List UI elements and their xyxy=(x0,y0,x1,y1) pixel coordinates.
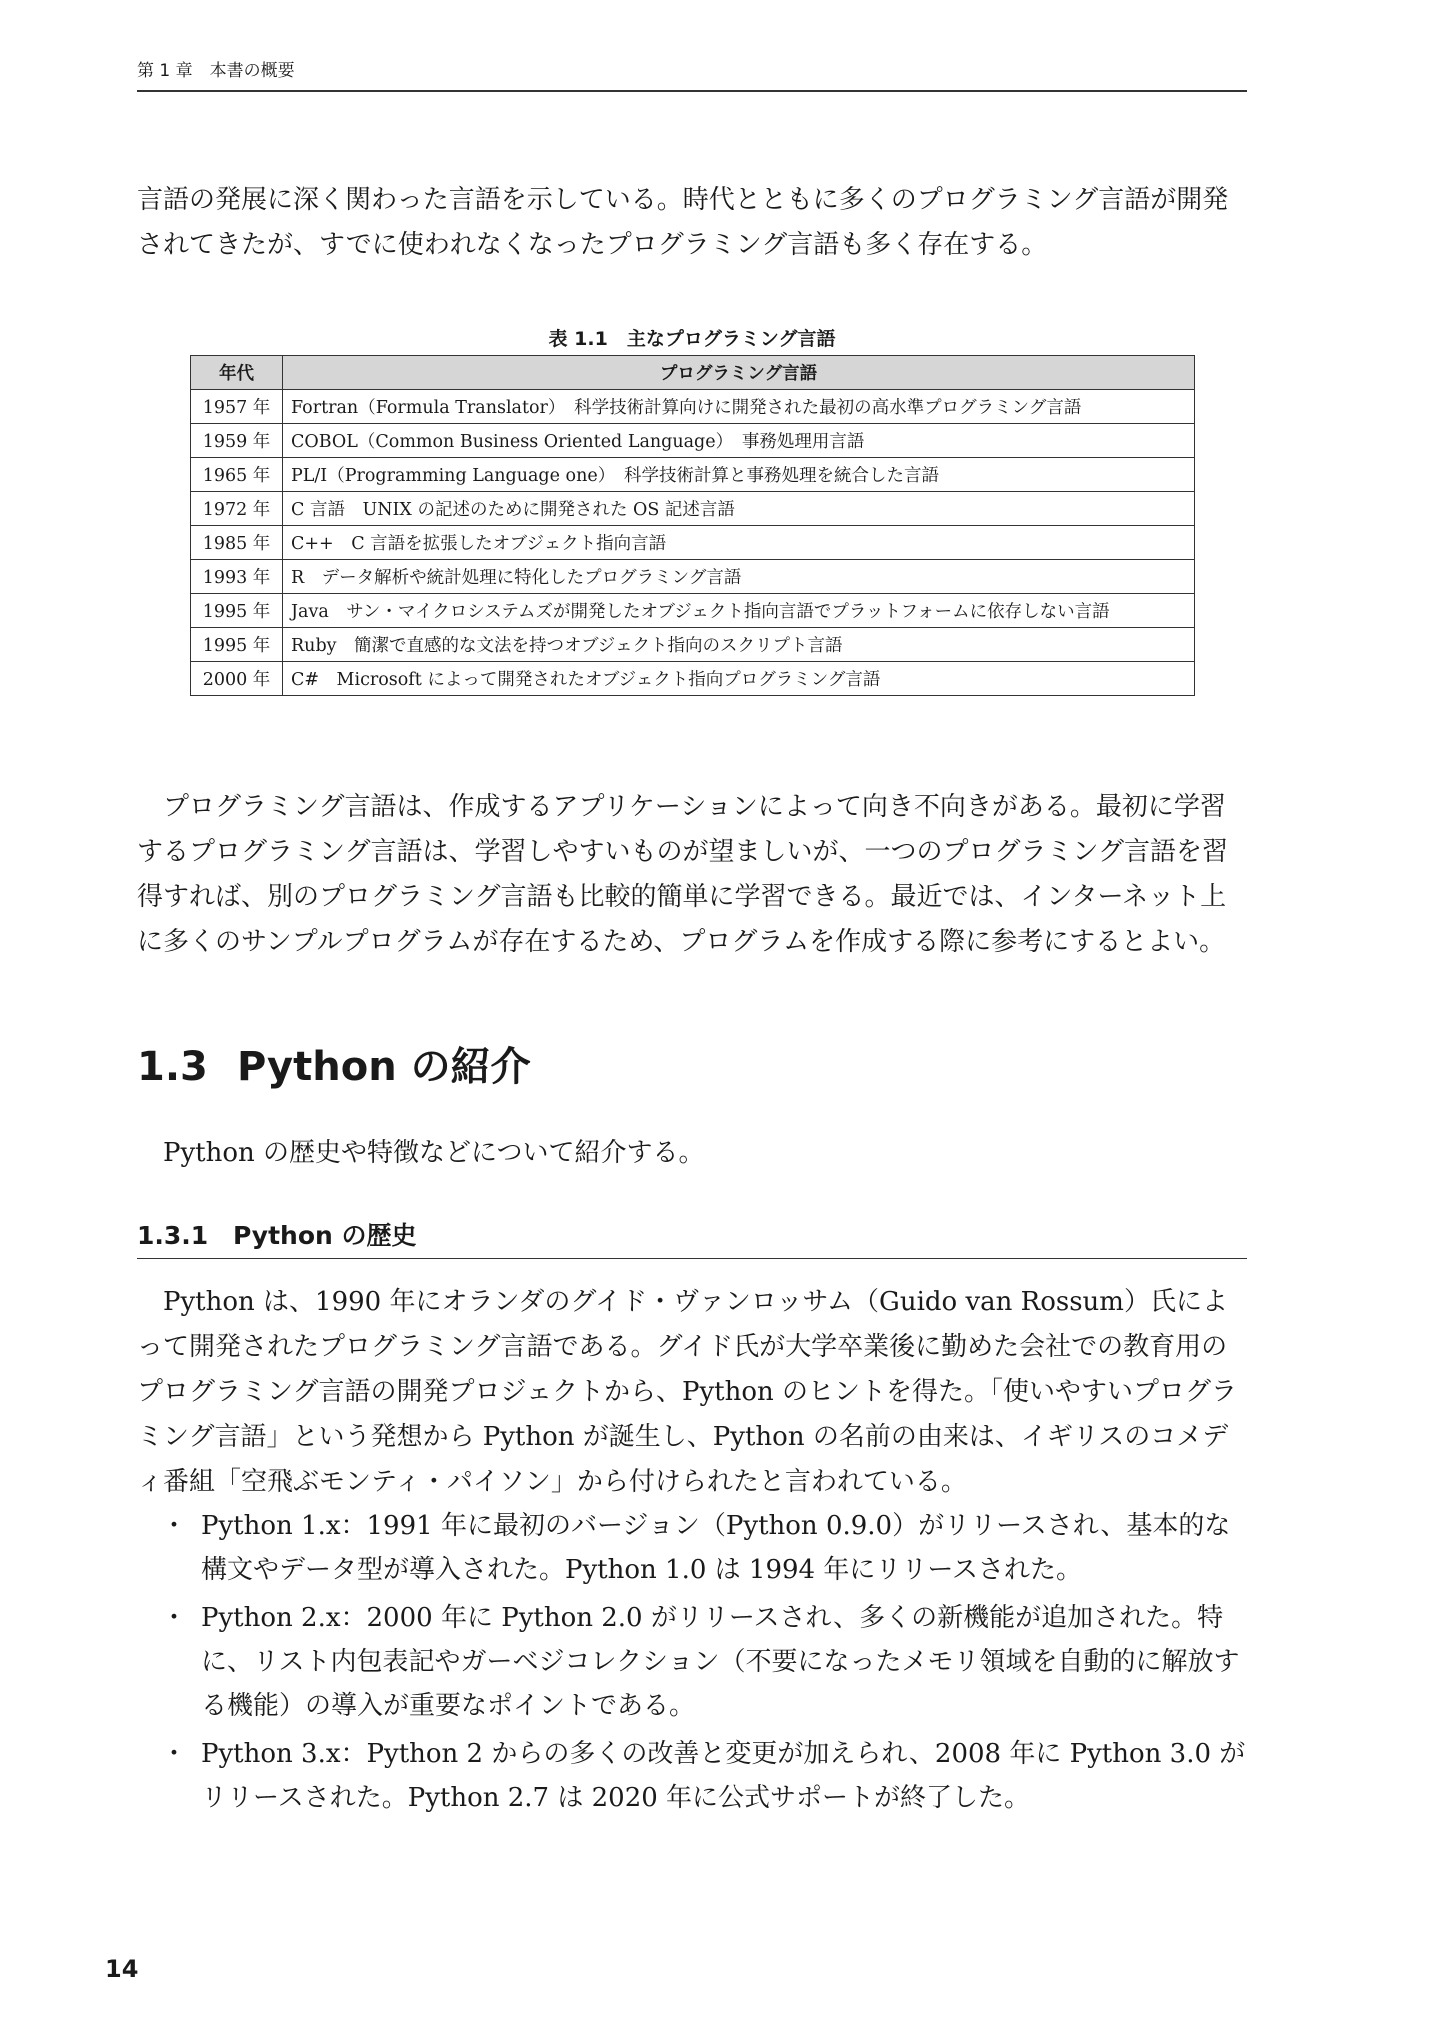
table-row xyxy=(191,492,1195,526)
language-cell: C++ C 言語を拡張したオブジェクト指向言語 xyxy=(283,526,1195,560)
header-year: 年代 xyxy=(191,356,283,390)
list-item-text: Python 3.x：Python 2 からの多くの改善と変更が加えられ、2008 年に Python 3.0 がリリースされた。Python 2.7 は 2020 年に公式サポートが終了した。 xyxy=(201,1739,1246,1813)
table-caption: 表 1.1 主なプログラミング言語 xyxy=(548,328,836,350)
bullet-marker: ・ xyxy=(161,1739,188,1769)
subsection-number: 1.3.1 xyxy=(137,1221,209,1250)
year-cell: 2000 年 xyxy=(191,662,283,696)
subsection-title: Python の歴史 xyxy=(233,1221,417,1250)
page-number: 14 xyxy=(105,1955,139,1983)
list-item xyxy=(137,1504,1247,1592)
language-cell: COBOL（Common Business Oriented Language） 事務処理用言語 xyxy=(283,424,1195,458)
table-row xyxy=(191,526,1195,560)
year-cell: 1993 年 xyxy=(191,560,283,594)
section-intro: Python の歴史や特徴などについて紹介する。 xyxy=(163,1138,705,1168)
language-cell: PL/I（Programming Language one） 科学技術計算と事務処理を統合した言語 xyxy=(283,458,1195,492)
year-cell: 1957 年 xyxy=(191,390,283,424)
table-row xyxy=(191,424,1195,458)
section-title: Python の紹介 xyxy=(237,1044,531,1090)
year-cell: 1965 年 xyxy=(191,458,283,492)
year-cell: 1959 年 xyxy=(191,424,283,458)
language-cell: R データ解析や統計処理に特化したプログラミング言語 xyxy=(283,560,1195,594)
bullet-marker: ・ xyxy=(161,1511,188,1541)
language-cell: C 言語 UNIX の記述のために開発された OS 記述言語 xyxy=(283,492,1195,526)
list-item-text: Python 2.x：2000 年に Python 2.0 がリリースされ、多くの新機能が追加された。特に、リスト内包表記やガーベジコレクション（不要になったメモリ領域を自動的に解放する機能）の導入が重要なポイントである。 xyxy=(201,1603,1240,1721)
list-item-text: Python 1.x：1991 年に最初のバージョン（Python 0.9.0）がリリースされ、基本的な構文やデータ型が導入された。Python 1.0 は 1994 年にリリースされた。 xyxy=(201,1511,1231,1585)
table-row xyxy=(191,594,1195,628)
section-heading xyxy=(137,1035,531,1092)
year-cell: 1972 年 xyxy=(191,492,283,526)
history-paragraph: Python は、1990 年にオランダのグイド・ヴァンロッサム（Guido van Rossum）氏によって開発されたプログラミング言語である。グイド氏が大学卒業後に勤めた会社での教育用のプログラミング言語の開発プロジェクトから、Python のヒントを得た。「使いやすいプログラミング言語」という発想から Python が誕生し、Python の名前の由来は、イギリスのコメディ番組「空飛ぶモンティ・パイソン」から付けられたと言われている。 xyxy=(137,1287,1238,1497)
list-item xyxy=(137,1732,1247,1820)
version-list xyxy=(137,1504,1247,1824)
table-row xyxy=(191,390,1195,424)
table-row xyxy=(191,458,1195,492)
year-cell: 1985 年 xyxy=(191,526,283,560)
languages-paragraph: プログラミング言語は、作成するアプリケーションによって向き不向きがある。最初に学習するプログラミング言語は、学習しやすいものが望ましいが、一つのプログラミング言語を習得すれば、別のプログラミング言語も比較的簡単に学習できる。最近では、インターネット上に多くのサンプルプログラムが存在するため、プログラムを作成する際に参考にするとよい。 xyxy=(137,792,1228,957)
table-row xyxy=(191,560,1195,594)
language-cell: Fortran（Formula Translator） 科学技術計算向けに開発された最初の高水準プログラミング言語 xyxy=(283,390,1195,424)
language-cell: Java サン・マイクロシステムズが開発したオブジェクト指向言語でプラットフォームに依存しない言語 xyxy=(283,594,1195,628)
subsection-heading xyxy=(137,1216,1247,1259)
list-item xyxy=(137,1596,1247,1728)
chapter-title: 第 1 章 本書の概要 xyxy=(137,61,295,81)
section-number: 1.3 xyxy=(137,1044,208,1090)
year-cell: 1995 年 xyxy=(191,628,283,662)
year-cell: 1995 年 xyxy=(191,594,283,628)
running-header xyxy=(137,56,1247,92)
table-row xyxy=(191,628,1195,662)
intro-paragraph: 言語の発展に深く関わった言語を示している。時代とともに多くのプログラミング言語が開発されてきたが、すでに使われなくなったプログラミング言語も多く存在する。 xyxy=(137,185,1229,260)
bullet-marker: ・ xyxy=(161,1603,188,1633)
table-row xyxy=(191,662,1195,696)
languages-table xyxy=(190,355,1195,696)
header-language: プログラミング言語 xyxy=(283,356,1195,390)
table-header-row xyxy=(191,356,1195,390)
language-cell: Ruby 簡潔で直感的な文法を持つオブジェクト指向のスクリプト言語 xyxy=(283,628,1195,662)
language-cell: C# Microsoft によって開発されたオブジェクト指向プログラミング言語 xyxy=(283,662,1195,696)
